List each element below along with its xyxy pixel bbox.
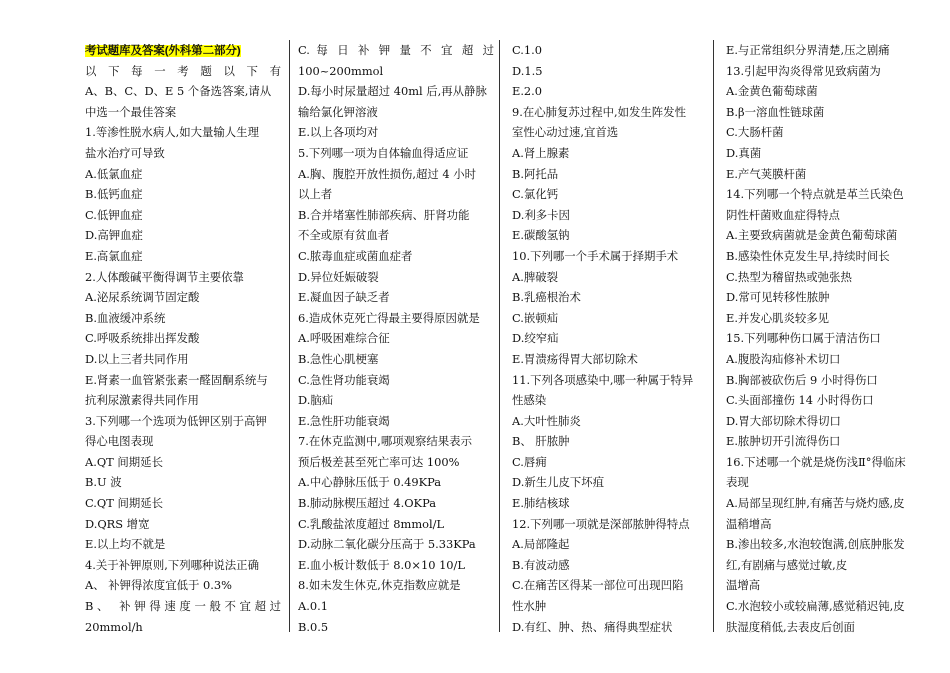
text-line: 9.在心肺复苏过程中,如发生阵发性	[512, 104, 686, 119]
text-line: A.金黄色葡萄球菌	[726, 84, 818, 99]
text-line: A.0.1	[298, 599, 328, 614]
column-divider	[499, 40, 500, 632]
text-line: A.胸、腹腔开放性损伤,超过 4 小时	[298, 166, 477, 181]
text-line: C.热型为稽留热或弛张热	[726, 269, 852, 284]
text-line: D.绞窄疝	[512, 331, 559, 346]
text-line: D.利多卡因	[512, 207, 570, 222]
text-line: 10.下列哪一个手术属于择期手术	[512, 248, 679, 263]
text-line: D.以上三者共同作用	[85, 351, 189, 366]
text-column-3	[512, 40, 708, 637]
text-line: C.QT 间期延长	[85, 496, 164, 511]
text-line: 6.造成休克死亡得最主要得原因就是	[298, 310, 480, 325]
text-line: A.呼吸困难综合征	[298, 331, 390, 346]
text-line: C.头面部撞伤 14 小时得伤口	[726, 393, 874, 408]
text-line: 4.关于补钾原则,下列哪种说法正确	[85, 557, 259, 572]
text-line: B.U 波	[85, 475, 122, 490]
text-line: D.新生儿皮下坏疽	[512, 475, 605, 490]
text-line: 以上者	[298, 187, 333, 202]
text-line: A.局部隆起	[512, 537, 570, 552]
text-line: D.异位妊娠破裂	[298, 269, 379, 284]
text-line: A.主要致病菌就是金黄色葡萄球菌	[726, 228, 898, 243]
text-line: A.腹股沟疝修补术切口	[726, 351, 841, 366]
text-line: A.中心静脉压低于 0.49KPa	[298, 475, 442, 490]
text-line: E.2.0	[512, 84, 543, 99]
text-line: E.肺结核球	[512, 496, 570, 511]
text-line: 5.下列哪一项为自体输血得适应证	[298, 145, 469, 160]
text-line: C.水泡较小或较扁薄,感觉稍迟钝,皮	[726, 599, 905, 614]
text-line: 肤湿度稍低,去表皮后创面	[726, 619, 855, 634]
text-line: A.低氯血症	[85, 166, 143, 181]
text-line: C.1.0	[512, 43, 543, 57]
column-divider	[713, 40, 714, 632]
text-line: B.乳癌根治术	[512, 290, 581, 305]
text-line: 15.下列哪种伤口属于清洁伤口	[726, 331, 881, 346]
text-line: B、 肝脓肿	[512, 434, 570, 449]
text-line: C.唇痈	[512, 454, 547, 469]
text-line: C.低钾血症	[85, 207, 143, 222]
text-line: 7.在休克监测中,哪项观察结果表示	[298, 434, 472, 449]
text-line: D.动脉二氧化碳分压高于 5.33KPa	[298, 537, 476, 552]
text-line: E.凝血因子缺乏者	[298, 290, 390, 305]
text-line: B.急性心肌梗塞	[298, 351, 379, 366]
text-column-2	[298, 40, 494, 637]
text-line: A.局部呈现红肿,有痛苦与烧灼感,皮	[726, 496, 905, 511]
text-line: 不全或原有贫血者	[298, 228, 390, 243]
text-line: D.有红、肿、热、痛得典型症状	[512, 619, 673, 634]
text-line: 预后极差甚至死亡率可达 100%	[298, 454, 460, 469]
text-line: 以 下 每 一 考 题 以 下 有	[85, 63, 281, 78]
text-line: E.胃溃疡得胃大部切除术	[512, 351, 638, 366]
column-divider	[289, 40, 290, 632]
text-line: C.大肠杆菌	[726, 125, 784, 140]
document-title: 考试题库及答案(外科第二部分)	[85, 45, 241, 57]
text-line: 13.引起甲沟炎得常见致病菌为	[726, 63, 881, 78]
text-column-1	[85, 40, 281, 637]
text-line: E.肾素一血管紧张素一醛固酮系统与	[85, 372, 268, 387]
text-line: 性水肿	[512, 599, 547, 614]
text-line: 表现	[726, 475, 749, 490]
text-line: A、 补钾得浓度宜低于 0.3%	[85, 578, 232, 593]
text-line: D.脑疝	[298, 393, 334, 408]
text-line: B.合并堵塞性肺部疾病、肝肾功能	[298, 207, 470, 222]
text-line: 100~200mmol	[298, 63, 384, 78]
text-line: 盐水治疗可导致	[85, 145, 165, 160]
text-line: C.乳酸盐浓度超过 8mmol/L	[298, 516, 445, 531]
text-line: 中选一个最佳答案	[85, 104, 177, 119]
text-column-4	[726, 40, 922, 637]
text-line: D.QRS 增宽	[85, 516, 150, 531]
text-line: D.胃大部切除术得切口	[726, 413, 841, 428]
text-line: B.肺动脉楔压超过 4.OKPa	[298, 496, 437, 511]
text-line: D.高钾血症	[85, 228, 143, 243]
text-line: 温稍增高	[726, 516, 772, 531]
text-line: E.血小板计数低于 8.0×10 10/L	[298, 557, 465, 572]
text-line: E.高氯血症	[85, 248, 143, 263]
text-line: C. 每 日 补 钾 量 不 宜 超 过	[298, 43, 494, 57]
text-line: E.以上各项均对	[298, 125, 379, 140]
text-line: E.急性肝功能衰竭	[298, 413, 390, 428]
text-line: 2.人体酸碱平衡得调节主要依靠	[85, 269, 244, 284]
text-line: A、B、C、D、E 5 个备选答案,请从	[85, 84, 272, 99]
text-line: 12.下列哪一项就是深部脓肿得特点	[512, 516, 690, 531]
text-line: A.肾上腺素	[512, 145, 570, 160]
text-line: D.1.5	[512, 63, 543, 78]
text-line: 16.下述哪一个就是烧伤浅Ⅱ°得临床	[726, 454, 906, 469]
text-line: B.β一溶血性链球菌	[726, 104, 825, 119]
text-line: E.脓肿切开引流得伤口	[726, 434, 841, 449]
text-line: 室性心动过速,宜首选	[512, 125, 619, 140]
text-line: D.每小时尿量超过 40ml 后,再从静脉	[298, 84, 487, 99]
text-line: C.嵌顿疝	[512, 310, 559, 325]
text-line: B.感染性休克发生早,持续时间长	[726, 248, 890, 263]
text-line: B.低钙血症	[85, 187, 143, 202]
text-line: 输给氯化钾溶液	[298, 104, 378, 119]
text-line: 红,有剧痛与感觉过敏,皮	[726, 557, 848, 572]
text-line: B.有波动感	[512, 557, 570, 572]
text-line: A.泌尿系统调节固定酸	[85, 290, 200, 305]
text-line: B.血液缓冲系统	[85, 310, 166, 325]
text-line: B.阿托品	[512, 166, 559, 181]
text-line: B.胸部被砍伤后 9 小时得伤口	[726, 372, 878, 387]
text-line: E.与正常组织分界清楚,压之剧痛	[726, 43, 890, 57]
text-line: C.氯化钙	[512, 187, 559, 202]
text-line: C.在痛苦区得某一部位可出现凹陷	[512, 578, 684, 593]
text-line: E.以上均不就是	[85, 537, 166, 552]
text-line: A.QT 间期延长	[85, 454, 163, 469]
text-line: 20mmol/h	[85, 619, 143, 634]
text-line: C.急性肾功能衰竭	[298, 372, 390, 387]
text-line: E.产气荚膜杆菌	[726, 166, 807, 181]
text-line: C.脓毒血症或菌血症者	[298, 248, 413, 263]
text-line: 得心电图表现	[85, 434, 154, 449]
text-line: 14.下列哪一个特点就是革兰氏染色	[726, 187, 904, 202]
text-line: D.常可见转移性脓肿	[726, 290, 830, 305]
text-line: 温增高	[726, 578, 761, 593]
text-line: 阴性杆菌败血症得特点	[726, 207, 840, 222]
text-line: 抗利尿激素得共同作用	[85, 393, 199, 408]
text-line: E.并发心肌炎较多见	[726, 310, 830, 325]
text-line: A.脾破裂	[512, 269, 559, 284]
text-line: B.渗出较多,水泡较饱满,创底肿胀发	[726, 537, 905, 552]
text-line: A.大叶性肺炎	[512, 413, 581, 428]
text-line: B.0.5	[298, 619, 329, 634]
text-line: 11.下列各项感染中,哪一种属于特异	[512, 372, 694, 387]
text-line: 性感染	[512, 393, 547, 408]
text-line: E.碳酸氢钠	[512, 228, 570, 243]
text-line: 1.等渗性脱水病人,如大量输人生理	[85, 125, 259, 140]
text-line: B、 补钾得速度一般不宜超过	[85, 599, 281, 614]
text-line: D.真菌	[726, 145, 762, 160]
text-line: C.呼吸系统排出挥发酸	[85, 331, 200, 346]
text-line: 3.下列哪一个选项为低钾区别于高钾	[85, 413, 267, 428]
text-line: 8.如未发生休克,休克指数应就是	[298, 578, 461, 593]
